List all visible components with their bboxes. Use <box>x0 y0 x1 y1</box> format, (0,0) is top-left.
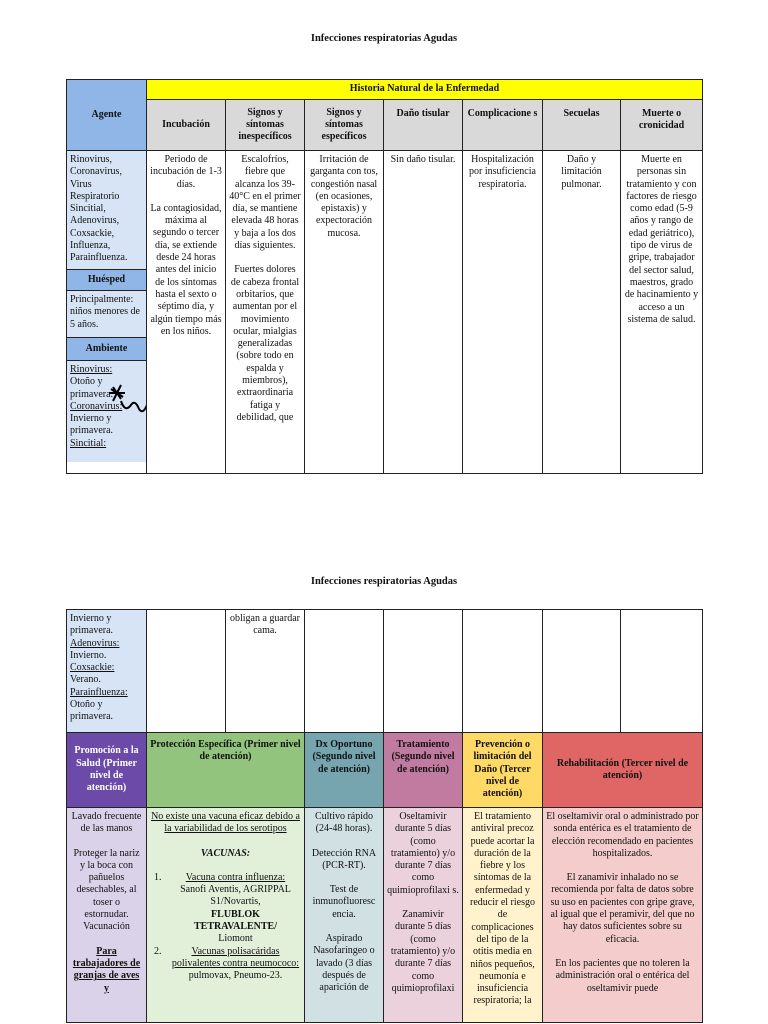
coxsackie-text: Verano. <box>70 674 101 686</box>
proteccion-cell <box>147 808 305 1023</box>
coronavirus-text: Invierno y primavera. <box>70 413 114 437</box>
promocion-p3: Vacunación <box>83 921 130 933</box>
vacuna-neumococo-label: Vacunas polisacáridas polivalentes contra neumococo: <box>171 945 300 969</box>
tratamiento-header: Tratamiento (Segundo nivel de atención) <box>384 733 463 808</box>
agente-text: Rinovirus, Coronavirus, Virus Respiratorio Sincitial, Adenovirus, Coxsackie, Influenza, Parainfluenza. <box>67 151 146 269</box>
prevencion-table <box>66 732 703 1023</box>
incubacion-cell <box>147 151 226 474</box>
ambiente-header: Ambiente <box>67 337 146 361</box>
vacuna-neumococo-text: pulmovax, Pneumo-23. <box>188 970 283 982</box>
secuelas-cell: Daño y limitación pulmonar. <box>543 151 621 474</box>
invierno-text: Invierno y primavera. <box>70 613 114 637</box>
promocion-p1: Lavado frecuente de las manos <box>71 811 142 835</box>
especificos-cont-cell <box>305 610 384 733</box>
rinovirus-label: Rinovirus: <box>70 364 113 375</box>
col-muerte: Muerte o cronicidad <box>621 100 703 151</box>
dx-p2: Detección RNA (PCR-RT). <box>311 847 377 871</box>
incubacion-p2: La contagiosidad, máxima al segundo o tercer día, se extiende desde 24 horas antes del inicio de los síntomas hasta el sexto o séptimo día, y algún tiempo más en los niños. <box>150 202 222 337</box>
historia-natural-table <box>66 79 703 474</box>
col-dano-tisular: Daño tisular <box>384 100 463 151</box>
page-title-2: Infecciones respiratorias Agudas <box>310 576 458 587</box>
muerte-cont-cell <box>621 610 703 733</box>
vacunas-label: VACUNAS: <box>200 847 251 859</box>
tratamiento-cell <box>384 808 463 1023</box>
prevencion-cell: El tratamiento antiviral precoz puede acortar la duración de la fiebre y los síntomas de la enfermedad y reducir el riesgo de complicaciones del tipo de la otitis media en niños pequeños, neumonía e insuficiencia respiratoria; la <box>463 808 543 1023</box>
vacuna-influenza-text: Sanofi Aventis, AGRIPPAL S1/Novartis, <box>180 884 291 908</box>
proteccion-header: Protección Específica (Primer nivel de atención) <box>147 733 305 808</box>
dano-cell: Sin daño tisular. <box>384 151 463 474</box>
tratamiento-p1: Oseltamivir durante 5 días (como tratamiento) y/o durante 7 días como quimioprofilaxi s. <box>387 811 459 896</box>
col-especificos: Signos y síntomas específicos <box>305 100 384 151</box>
tratamiento-p2: Zanamivir durante 5 días (como tratamiento) y/o durante 7 días como quimioprofilaxi <box>390 909 456 994</box>
rehabilitacion-cell <box>543 808 703 1023</box>
ambiente-text <box>67 361 146 462</box>
dx-p3: Test de inmunofluoresc encia. <box>312 884 376 920</box>
complicaciones-cell: Hospitalización por insuficiencia respiratoria. <box>463 151 543 474</box>
complicaciones-cont-cell <box>463 610 543 733</box>
dano-cont-cell <box>384 610 463 733</box>
ambiente-cont-cell <box>67 610 147 733</box>
dx-cell <box>305 808 384 1023</box>
no-vacuna-text: No existe una vacuna eficaz debido a la variabilidad de los serotipos <box>151 811 300 835</box>
continuation-table <box>66 609 703 733</box>
inespecificos-cont-cell: obligan a guardar cama. <box>226 610 305 733</box>
col-complicaciones: Complicacione s <box>463 100 543 151</box>
rehabilitacion-p1: El oseltamivir oral o administrado por sonda entérica es el tratamiento de elección recomendado en pacientes hospitalizados. <box>546 811 699 859</box>
dx-p4: Aspirado Nasofaríngeo o lavado (3 días después de aparición de <box>313 933 375 994</box>
promocion-p2: Proteger la nariz y la boca con pañuelos desechables, al toser o estornudar. <box>73 847 140 921</box>
promocion-header: Promoción a la Salud (Primer nivel de atención) <box>67 733 147 808</box>
inespecificos-p1: Escalofríos, fiebre que alcanza los 39-40°C en el primer día, se mantiene elevada 48 horas y baja a los dos días siguientes. <box>229 154 301 252</box>
huesped-text: Principalmente: niños menores de 5 años. <box>67 291 146 337</box>
handwritten-scribble-icon <box>105 381 147 417</box>
vacuna-item-2: 2. Vacunas polisacáridas polivalentes contra neumococo: pulmovax, Pneumo-23. <box>154 945 300 982</box>
rehabilitacion-header: Rehabilitación (Tercer nivel de atención) <box>543 733 703 808</box>
sincitial-label: Sincitial: <box>70 437 107 449</box>
muerte-cell: Muerte en personas sin tratamiento y con factores de riesgo como edad (5-9 años y rango de edad geriátrico), tipo de virus de gripe, trabajador del sector salud, maestros, grado de hacinamiento y acceso a un sistema de salud. <box>621 151 703 474</box>
dx-header: Dx Oportuno (Segundo nivel de atención) <box>305 733 384 808</box>
historia-header: Historia Natural de la Enfermedad <box>147 80 703 100</box>
coxsackie-label: Coxsackie: <box>70 662 115 674</box>
parainfluenza-text: Otoño y primavera. <box>70 699 114 723</box>
inespecificos-p2: Fuertes dolores de cabeza frontal orbitarios, que aumentan por el movimiento ocular, mialgias generalizadas (sobre todo en espalda y miembros), extraordinaria fatiga y debilidad, que <box>230 264 300 423</box>
especificos-cell: Irritación de garganta con tos, congestión nasal (en ocasiones, epistaxis) y expectoración mucosa. <box>305 151 384 474</box>
prevencion-header: Prevención o limitación del Daño (Tercer nivel de atención) <box>463 733 543 808</box>
agente-cell <box>67 151 147 474</box>
inespecificos-cell <box>226 151 305 474</box>
adenovirus-label: Adenovirus: <box>70 637 120 649</box>
col-secuelas: Secuelas <box>543 100 621 151</box>
page-title: Infecciones respiratorias Agudas <box>310 33 458 44</box>
rehabilitacion-p2: El zanamivir inhalado no se recomienda por falta de datos sobre su uso en pacientes con gripe grave, al igual que el peramivir, del que no hay datos suficientes sobre su eficacia. <box>550 872 695 945</box>
dx-p1: Cultivo rápido (24-48 horas). <box>314 811 374 835</box>
incubacion-cont-cell <box>147 610 226 733</box>
incubacion-p1: Periodo de incubación de 1-3 días. <box>150 154 222 190</box>
adenovirus-text: Invierno. <box>70 649 107 661</box>
huesped-header: Huésped <box>67 269 146 291</box>
rehabilitacion-p3: En los pacientes que no toleren la administración oral o entérica del oseltamivir puede <box>555 957 690 994</box>
promocion-cell <box>67 808 147 1023</box>
secuelas-cont-cell <box>543 610 621 733</box>
flublok-text: FLUBLOK TETRAVALENTE/ <box>194 908 277 933</box>
promocion-p4: Para trabajadores de granjas de aves y <box>72 945 141 994</box>
col-inespecificos: Signos y síntomas inespecíficos <box>226 100 305 151</box>
vacuna-influenza-label: Vacuna contra influenza: <box>185 871 286 883</box>
rinovirus-text: Otoño y primavera. <box>70 376 114 400</box>
agente-header: Agente <box>67 80 147 151</box>
parainfluenza-label: Parainfluenza: <box>70 686 128 698</box>
liomont-text: Liomont <box>218 933 253 945</box>
vacuna-item-1: 1. Vacuna contra influenza: Sanofi Aventis, AGRIPPAL S1/Novartis, FLUBLOK TETRAVALENTE/ Liomont <box>150 872 301 946</box>
col-incubacion: Incubación <box>147 100 226 151</box>
coronavirus-label: Coronavirus: <box>70 400 123 412</box>
